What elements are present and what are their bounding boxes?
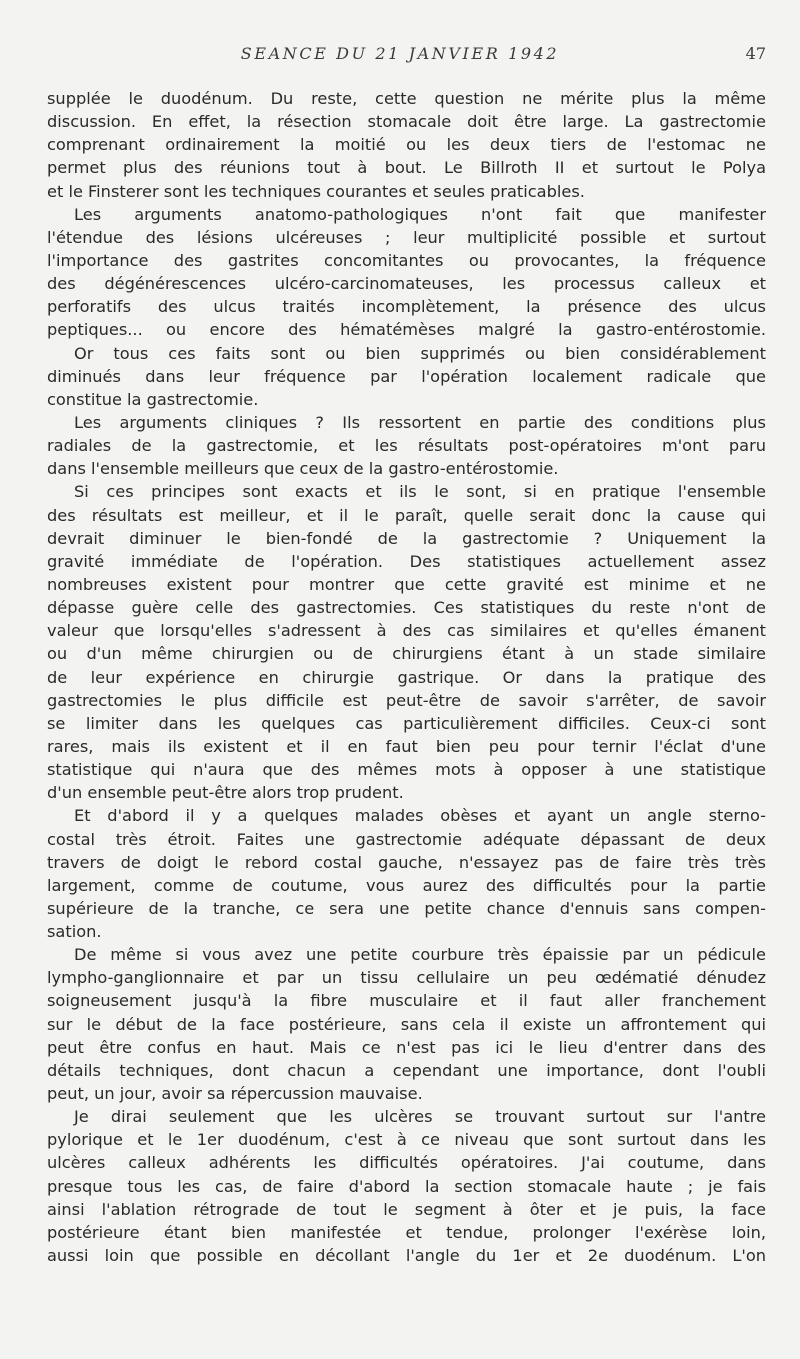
running-title: SEANCE DU 21 JANVIER 1942 xyxy=(240,44,560,63)
text-line: soigneusement jusqu'à la fibre musculaire et il faut aller franchement xyxy=(47,991,766,1011)
text-line: dans l'ensemble meilleurs que ceux de la gastro-entérostomie. xyxy=(47,459,559,479)
text-line: costal très étroit. Faites une gastrectomie adéquate dépassant de deux xyxy=(47,829,766,849)
text-line: dépasse guère celle des gastrectomies. Ces statistiques du reste n'ont de xyxy=(47,598,766,618)
text-line: peptiques... ou encore des hématémèses malgré la gastro-entérostomie. xyxy=(47,320,766,340)
text-line: rares, mais ils existent et il en faut bien peu pour ternir l'éclat d'une xyxy=(47,736,766,756)
paragraph-first-line: De même si vous avez une petite courbure très épaissie par un pédicule xyxy=(74,945,766,965)
text-line: pylorique et le 1er duodénum, c'est à ce niveau que sont surtout dans les xyxy=(47,1130,766,1150)
text-line: ainsi l'ablation rétrograde de tout le segment à ôter et je puis, la face xyxy=(47,1199,766,1219)
text-line: supplée le duodénum. Du reste, cette question ne mérite plus la même xyxy=(47,89,766,108)
running-head xyxy=(0,44,800,68)
text-line: discussion. En effet, la résection stomacale doit être large. La gastrectomie xyxy=(47,112,766,132)
text-line: d'un ensemble peut-être alors trop prudent. xyxy=(47,783,404,803)
paragraph-first-line: Les arguments anatomo-pathologiques n'ont fait que manifester xyxy=(74,204,766,224)
paragraph-first-line: Je dirai seulement que les ulcères se trouvant surtout sur l'antre xyxy=(74,1107,766,1127)
text-line: devrait diminuer le bien-fondé de la gastrectomie ? Uniquement la xyxy=(47,528,766,548)
text-line: radiales de la gastrectomie, et les résultats post-opératoires m'ont paru xyxy=(47,436,766,456)
text-line: valeur que lorsqu'elles s'adressent à des cas similaires et qu'elles émanent xyxy=(47,621,766,641)
text-line: des résultats est meilleur, et il le paraît, quelle serait donc la cause qui xyxy=(47,505,766,525)
text-line: postérieure étant bien manifestée et tendue, prolonger l'exérèse loin, xyxy=(47,1222,766,1242)
text-line: l'importance des gastrites concomitantes ou provocantes, la fréquence xyxy=(47,250,766,270)
text-line: ou d'un même chirurgien ou de chirurgiens étant à un stade similaire xyxy=(47,644,766,664)
paragraph-first-line: Les arguments cliniques ? Ils ressortent en partie des conditions plus xyxy=(74,412,766,432)
text-line: presque tous les cas, de faire d'abord la section stomacale haute ; je fais xyxy=(47,1176,766,1196)
text-line: des dégénérescences ulcéro-carcinomateuses, les processus calleux et xyxy=(47,274,766,294)
paragraph-first-line: Si ces principes sont exacts et ils le sont, si en pratique l'ensemble xyxy=(74,482,766,502)
text-line: lympho-ganglionnaire et par un tissu cellulaire un peu œdématié dénudez xyxy=(47,968,766,988)
page-number: 47 xyxy=(745,44,766,63)
text-line: détails techniques, dont chacun a cependant une importance, dont l'oubli xyxy=(47,1060,766,1080)
text-line: supérieure de la tranche, ce sera une petite chance d'ennuis sans compen- xyxy=(47,898,766,918)
text-line: et le Finsterer sont les techniques courantes et seules praticables. xyxy=(47,181,585,201)
text-line: ulcères calleux adhérents les difficultés opératoires. J'ai coutume, dans xyxy=(47,1153,766,1173)
text-line: diminués dans leur fréquence par l'opération localement radicale que xyxy=(47,366,766,386)
paragraph-first-line: Et d'abord il y a quelques malades obèses et ayant un angle sterno- xyxy=(74,806,766,826)
text-line: comprenant ordinairement la moitié ou les deux tiers de l'estomac ne xyxy=(47,135,766,155)
text-line: peut, un jour, avoir sa répercussion mauvaise. xyxy=(47,1084,423,1104)
text-line: peut être confus en haut. Mais ce n'est pas ici le lieu d'entrer dans des xyxy=(47,1037,766,1057)
text-line: se limiter dans les quelques cas particulièrement difficiles. Ceux-ci sont xyxy=(47,713,766,733)
body-text xyxy=(47,87,766,1267)
text-line: permet plus des réunions tout à bout. Le Billroth II et surtout le Polya xyxy=(47,158,766,178)
text-line: nombreuses existent pour montrer que cette gravité est minime et ne xyxy=(47,574,766,594)
text-line: sation. xyxy=(47,922,102,942)
text-line: largement, comme de coutume, vous aurez des difficultés pour la partie xyxy=(47,875,766,895)
text-line: aussi loin que possible en décollant l'angle du 1er et 2e duodénum. L'on xyxy=(47,1246,766,1266)
text-line: sur le début de la face postérieure, sans cela il existe un affrontement qui xyxy=(47,1014,766,1034)
text-line: constitue la gastrectomie. xyxy=(47,389,259,409)
text-line: l'étendue des lésions ulcéreuses ; leur multiplicité possible et surtout xyxy=(47,227,766,247)
text-line: gravité immédiate de l'opération. Des statistiques actuellement assez xyxy=(47,551,766,571)
text-line: perforatifs des ulcus traités incomplètement, la présence des ulcus xyxy=(47,297,766,317)
text-line: statistique qui n'aura que des mêmes mots à opposer à une statistique xyxy=(47,760,766,780)
paragraph-first-line: Or tous ces faits sont ou bien supprimés ou bien considérablement xyxy=(74,343,766,363)
text-line: gastrectomies le plus difficile est peut-être de savoir s'arrêter, de savoir xyxy=(47,690,766,710)
text-line: de leur expérience en chirurgie gastrique. Or dans la pratique des xyxy=(47,667,766,687)
text-line: travers de doigt le rebord costal gauche, n'essayez pas de faire très très xyxy=(47,852,766,872)
